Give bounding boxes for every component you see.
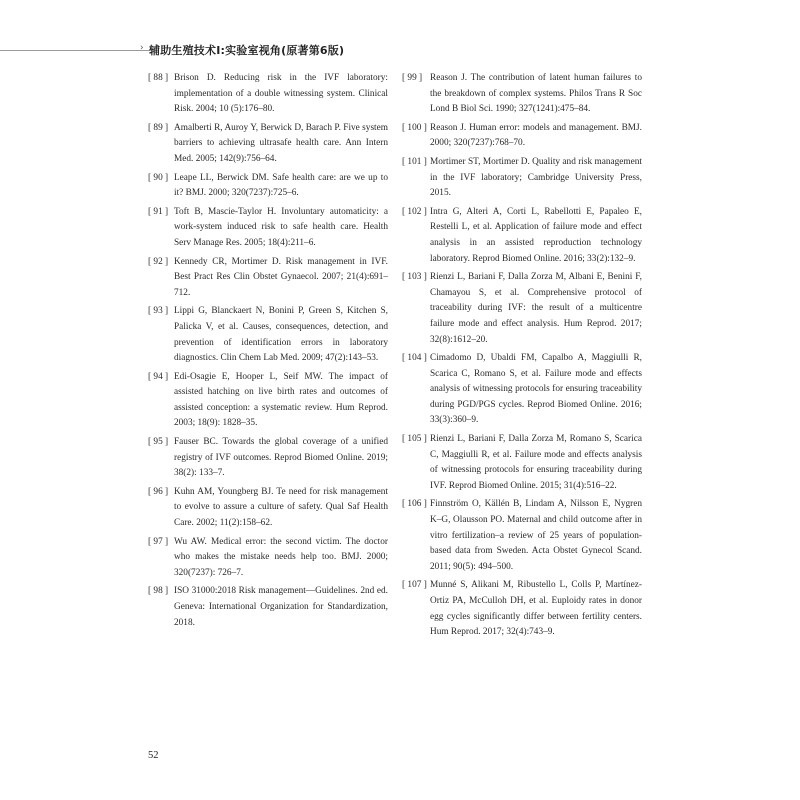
- reference-text: Wu AW. Medical error: the second victim. The doctor who makes the mistake needs help too. BMJ. 2000; 320(7237): 726–7.: [174, 536, 388, 578]
- reference-text: Fauser BC. Towards the global coverage of a unified registry of IVF outcomes. Reprod Biomed Online. 2019; 38(2): 133–7.: [174, 437, 388, 479]
- reference-item: [148, 485, 388, 532]
- reference-number: [ 96 ]: [148, 486, 169, 497]
- reference-text: Kuhn AM, Youngberg BJ. Te need for risk management to evolve to assure a culture of safety. Qual Saf Health Care. 2002; 11(2):158–62.: [174, 486, 388, 529]
- reference-item: [148, 71, 388, 118]
- reference-text: Reason J. Human error: models and management. BMJ. 2000; 320(7237):768–70.: [430, 122, 642, 149]
- page-number: 52: [148, 750, 159, 761]
- reference-item: [402, 497, 642, 575]
- reference-number: [ 106 ]: [402, 499, 427, 510]
- reference-text: Rienzi L, Bariani F, Dalla Zorza M, Romano S, Scarica C, Maggiulli R, et al. Failure mode and effects analysis of witnessing protocols for ensuring traceability during IVF. Reprod Biomed Online. 2015; 31(4):516–22.: [430, 434, 642, 491]
- reference-text: Lippi G, Blanckaert N, Bonini P, Green S, Kitchen S, Palicka V, et al. Causes, consequences, detection, and prevention of identification errors in laboratory diagnostics. Clin Chem Lab Med. 2009; 47(2):143–53.: [174, 306, 388, 364]
- reference-item: [148, 435, 388, 482]
- reference-text: Edi-Osagie E, Hooper L, Seif MW. The impact of assisted hatching on live birth rates and outcomes of assisted conception: a systematic review. Hum Reprod. 2003; 18(9): 1828–35.: [174, 371, 388, 429]
- reference-item: [402, 121, 642, 152]
- reference-number: [ 88 ]: [148, 73, 169, 83]
- reference-item: [148, 535, 388, 582]
- reference-number: [ 104 ]: [402, 353, 427, 364]
- reference-text: Reason J. The contribution of latent human failures to the breakdown of complex systems. Philos Trans R Soc Lond B Biol Sci. 1990; 327(1241):475–84.: [430, 73, 642, 115]
- reference-number: [ 89 ]: [148, 122, 169, 133]
- reference-text: Intra G, Alteri A, Corti L, Rabellotti E, Papaleo E, Restelli L, et al. Application of failure mode and effect analysis in an assisted reproduction technology laboratory. Reprod Biomed Online. 2016; 33(2):132–9.: [430, 206, 642, 264]
- reference-item: [402, 270, 642, 348]
- reference-item: [402, 71, 642, 118]
- reference-text: Amalberti R, Auroy Y, Berwick D, Barach P. Five system barriers to achieving ultrasafe health care. Ann Intern Med. 2005; 142(9):756–64.: [174, 122, 388, 164]
- reference-number: [ 101 ]: [402, 156, 427, 167]
- reference-item: [402, 578, 642, 640]
- references-right-column: [402, 71, 642, 644]
- reference-item: [402, 351, 642, 429]
- running-header-title: 辅助生殖技术Ⅰ:实验室视角(原著第6版): [149, 44, 345, 57]
- reference-text: Munné S, Alikani M, Ribustello L, Colls P, Martínez-Ortiz PA, McCulloh DH, et al. Euploidy rates in donor egg cycles significantly differ between fertility centers. Hum Reprod. 2017; 32(4):743–9.: [430, 580, 642, 638]
- reference-number: [ 102 ]: [402, 206, 427, 217]
- reference-number: [ 93 ]: [148, 306, 169, 317]
- reference-number: [ 100 ]: [402, 122, 427, 133]
- reference-item: [148, 205, 388, 252]
- reference-number: [ 95 ]: [148, 437, 169, 448]
- reference-number: [ 97 ]: [148, 536, 169, 547]
- reference-number: [ 91 ]: [148, 206, 169, 217]
- header-rule: [0, 50, 150, 51]
- reference-text: Finnström O, Källén B, Lindam A, Nilsson E, Nygren K–G, Olausson PO. Maternal and child outcome after in vitro fertilization–a review of 25 years of population-based data from Sweden. Acta Obstet Gynecol Scand. 2011; 90(5): 494–500.: [430, 499, 642, 572]
- reference-item: [402, 432, 642, 494]
- reference-number: [ 99 ]: [402, 73, 423, 83]
- reference-item: [148, 121, 388, 168]
- reference-text: Rienzi L, Bariani F, Dalla Zorza M, Albani E, Benini F, Chamayou S, et al. Comprehensive protocol of traceability during IVF: the result of a multicentre failure mode and effect analysis. Hum Reprod. 2017; 32(8):1612–20.: [430, 272, 642, 345]
- reference-item: [148, 370, 388, 432]
- reference-text: Cimadomo D, Ubaldi FM, Capalbo A, Maggiulli R, Scarica C, Romano S, et al. Failure mode and effects analysis of witnessing protocols for ensuring traceability during PGD/PGS cycles. Reprod Biomed Online. 2016; 33(3):360–9.: [430, 353, 642, 426]
- reference-number: [ 107 ]: [402, 580, 427, 591]
- reference-item: [402, 205, 642, 267]
- reference-number: [ 92 ]: [148, 256, 169, 267]
- reference-text: Toft B, Mascie-Taylor H. Involuntary automaticity: a work-system induced risk to safe health care. Health Serv Manage Res. 2005; 18(4):211–6.: [174, 206, 388, 248]
- reference-number: [ 90 ]: [148, 172, 169, 183]
- reference-item: [148, 171, 388, 202]
- reference-item: [148, 255, 388, 302]
- reference-item: [148, 584, 388, 631]
- reference-text: Brison D. Reducing risk in the IVF laboratory: implementation of a double witnessing system. Clinical Risk. 2004; 10 (5):176–80.: [174, 73, 388, 115]
- references-left-column: [148, 71, 388, 634]
- reference-number: [ 103 ]: [402, 272, 427, 283]
- reference-number: [ 98 ]: [148, 586, 169, 597]
- reference-number: [ 94 ]: [148, 371, 169, 382]
- reference-text: Leape LL, Berwick DM. Safe health care: are we up to it? BMJ. 2000; 320(7237):725–6.: [174, 172, 388, 199]
- reference-text: Mortimer ST, Mortimer D. Quality and risk management in the IVF laboratory; Cambridge University Press, 2015.: [430, 156, 642, 199]
- reference-text: Kennedy CR, Mortimer D. Risk management in IVF. Best Pract Res Clin Obstet Gynaecol. 2007; 21(4):691–712.: [174, 256, 388, 298]
- header-chevron-icon: ›: [140, 43, 144, 53]
- reference-text: ISO 31000:2018 Risk management—Guidelines. 2nd ed. Geneva: International Organization for Standardization, 2018.: [174, 586, 388, 628]
- reference-number: [ 105 ]: [402, 434, 427, 445]
- reference-item: [148, 304, 388, 366]
- reference-item: [402, 155, 642, 202]
